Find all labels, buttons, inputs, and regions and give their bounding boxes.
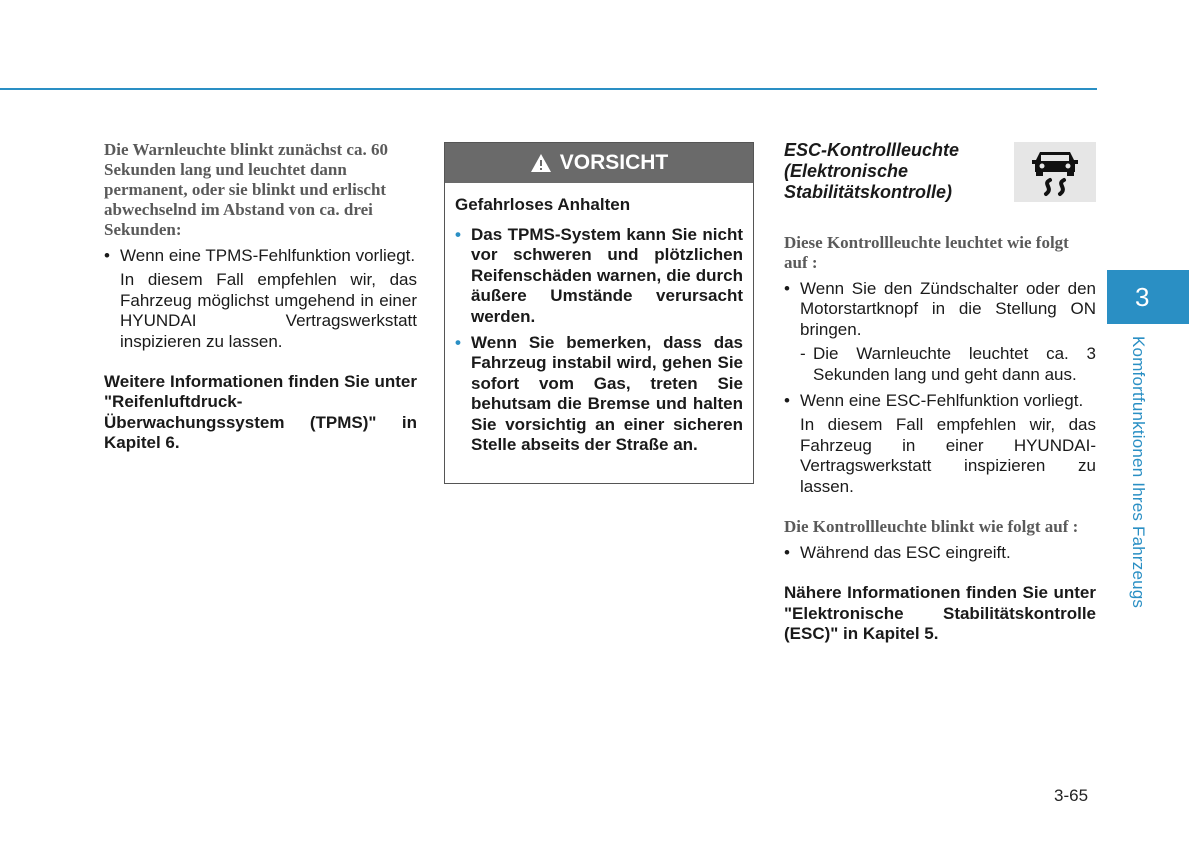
caution-title: Gefahrloses Anhalten xyxy=(455,195,631,214)
chapter-number: 3 xyxy=(1135,281,1150,312)
chapter-label: Komfortfunktionen Ihres Fahrzeugs xyxy=(1129,336,1148,609)
esc-active-bullet: Während das ESC eingreift. xyxy=(800,543,1011,563)
warning-triangle-icon xyxy=(530,153,552,173)
esc-blinks-heading: Die Kontrollleuchte blinkt wie folgt auf : xyxy=(784,517,1079,537)
list-item: • Wenn Sie bemerken, dass das Fahrzeug instabil wird, gehen Sie sofort vom Gas, treten Sie behutsam die Bremse und halten Sie vorsichtig an einer sicheren Stelle abseits der Straße an. xyxy=(455,333,743,455)
caution-box xyxy=(444,142,754,484)
list-item: - Die Warnleuchte leuchtet ca. 3 Sekunden lang und geht dann aus. xyxy=(800,344,1096,384)
tpms-fault-bullet: Wenn eine TPMS-Fehlfunktion vorliegt. xyxy=(120,246,416,265)
caution-item: Das TPMS-System kann Sie nicht vor schweren und plötzlichen Reifenschäden warnen, die durch äußere Umstände verursacht werden. xyxy=(471,225,743,326)
chapter-side-label xyxy=(1128,336,1148,611)
esc-skidding-car-icon xyxy=(1014,142,1096,202)
esc-section-title: ESC-Kontrollleuchte (Elektronische Stabilitätskontrolle) xyxy=(784,140,960,202)
list-item: • Wenn eine TPMS-Fehlfunktion vorliegt. xyxy=(104,246,416,265)
list-item: • Während das ESC eingreift. xyxy=(784,543,1096,563)
tpms-blink-intro: Die Warnleuchte blinkt zunächst ca. 60 Sekunden lang und leuchtet dann permanent, oder sie blinkt und erlischt abwechselnd im Abstand von ca. drei Sekunden: xyxy=(104,140,388,239)
list-item: • Wenn eine ESC-Fehlfunktion vorliegt. xyxy=(784,391,1096,411)
tpms-fault-detail: In diesem Fall empfehlen wir, das Fahrzeug möglichst umgehend in einer HYUNDAI Vertragswerkstatt inspizieren zu lassen. xyxy=(120,270,417,351)
header-rule xyxy=(0,88,1097,90)
esc-ignition-sub: Die Warnleuchte leuchtet ca. 3 Sekunden lang und geht dann aus. xyxy=(813,344,1096,384)
esc-ignition-bullet: Wenn Sie den Zündschalter oder den Motorstartknopf in die Stellung ON bringen. xyxy=(800,279,1096,339)
esc-fault-detail: In diesem Fall empfehlen wir, das Fahrzeug in einer HYUNDAI-Vertragswerkstatt inspizieren zu lassen. xyxy=(800,415,1096,496)
page-number: 3-65 xyxy=(1054,786,1089,805)
esc-lights-heading: Diese Kontrollleuchte leuchtet wie folgt auf : xyxy=(784,233,1069,272)
left-column xyxy=(104,140,417,454)
caution-header xyxy=(445,143,753,183)
list-item: • Das TPMS-System kann Sie nicht vor schweren und plötzlichen Reifenschäden warnen, die durch äußere Umstände verursacht werden. xyxy=(455,225,743,326)
tpms-more-info: Weitere Informationen finden Sie unter "Reifenluftdruck-Überwachungssystem (TPMS)" in Kapitel 6. xyxy=(104,372,417,453)
right-column xyxy=(784,140,1096,645)
esc-fault-bullet: Wenn eine ESC-Fehlfunktion vorliegt. xyxy=(800,391,1084,411)
chapter-tab xyxy=(1107,270,1189,324)
list-item: • Wenn Sie den Zündschalter oder den Motorstartknopf in die Stellung ON bringen. xyxy=(784,279,1096,339)
esc-icon-box xyxy=(1014,142,1096,202)
esc-more-info: Nähere Informationen finden Sie unter "Elektronische Stabilitätskontrolle (ESC)" in Kapitel 5. xyxy=(784,583,1096,644)
caution-header-label: VORSICHT xyxy=(559,151,669,174)
caution-item: Wenn Sie bemerken, dass das Fahrzeug instabil wird, gehen Sie sofort vom Gas, treten Sie behutsam die Bremse und halten Sie vorsichtig an einer sicheren Stelle abseits der Straße an. xyxy=(471,333,743,455)
